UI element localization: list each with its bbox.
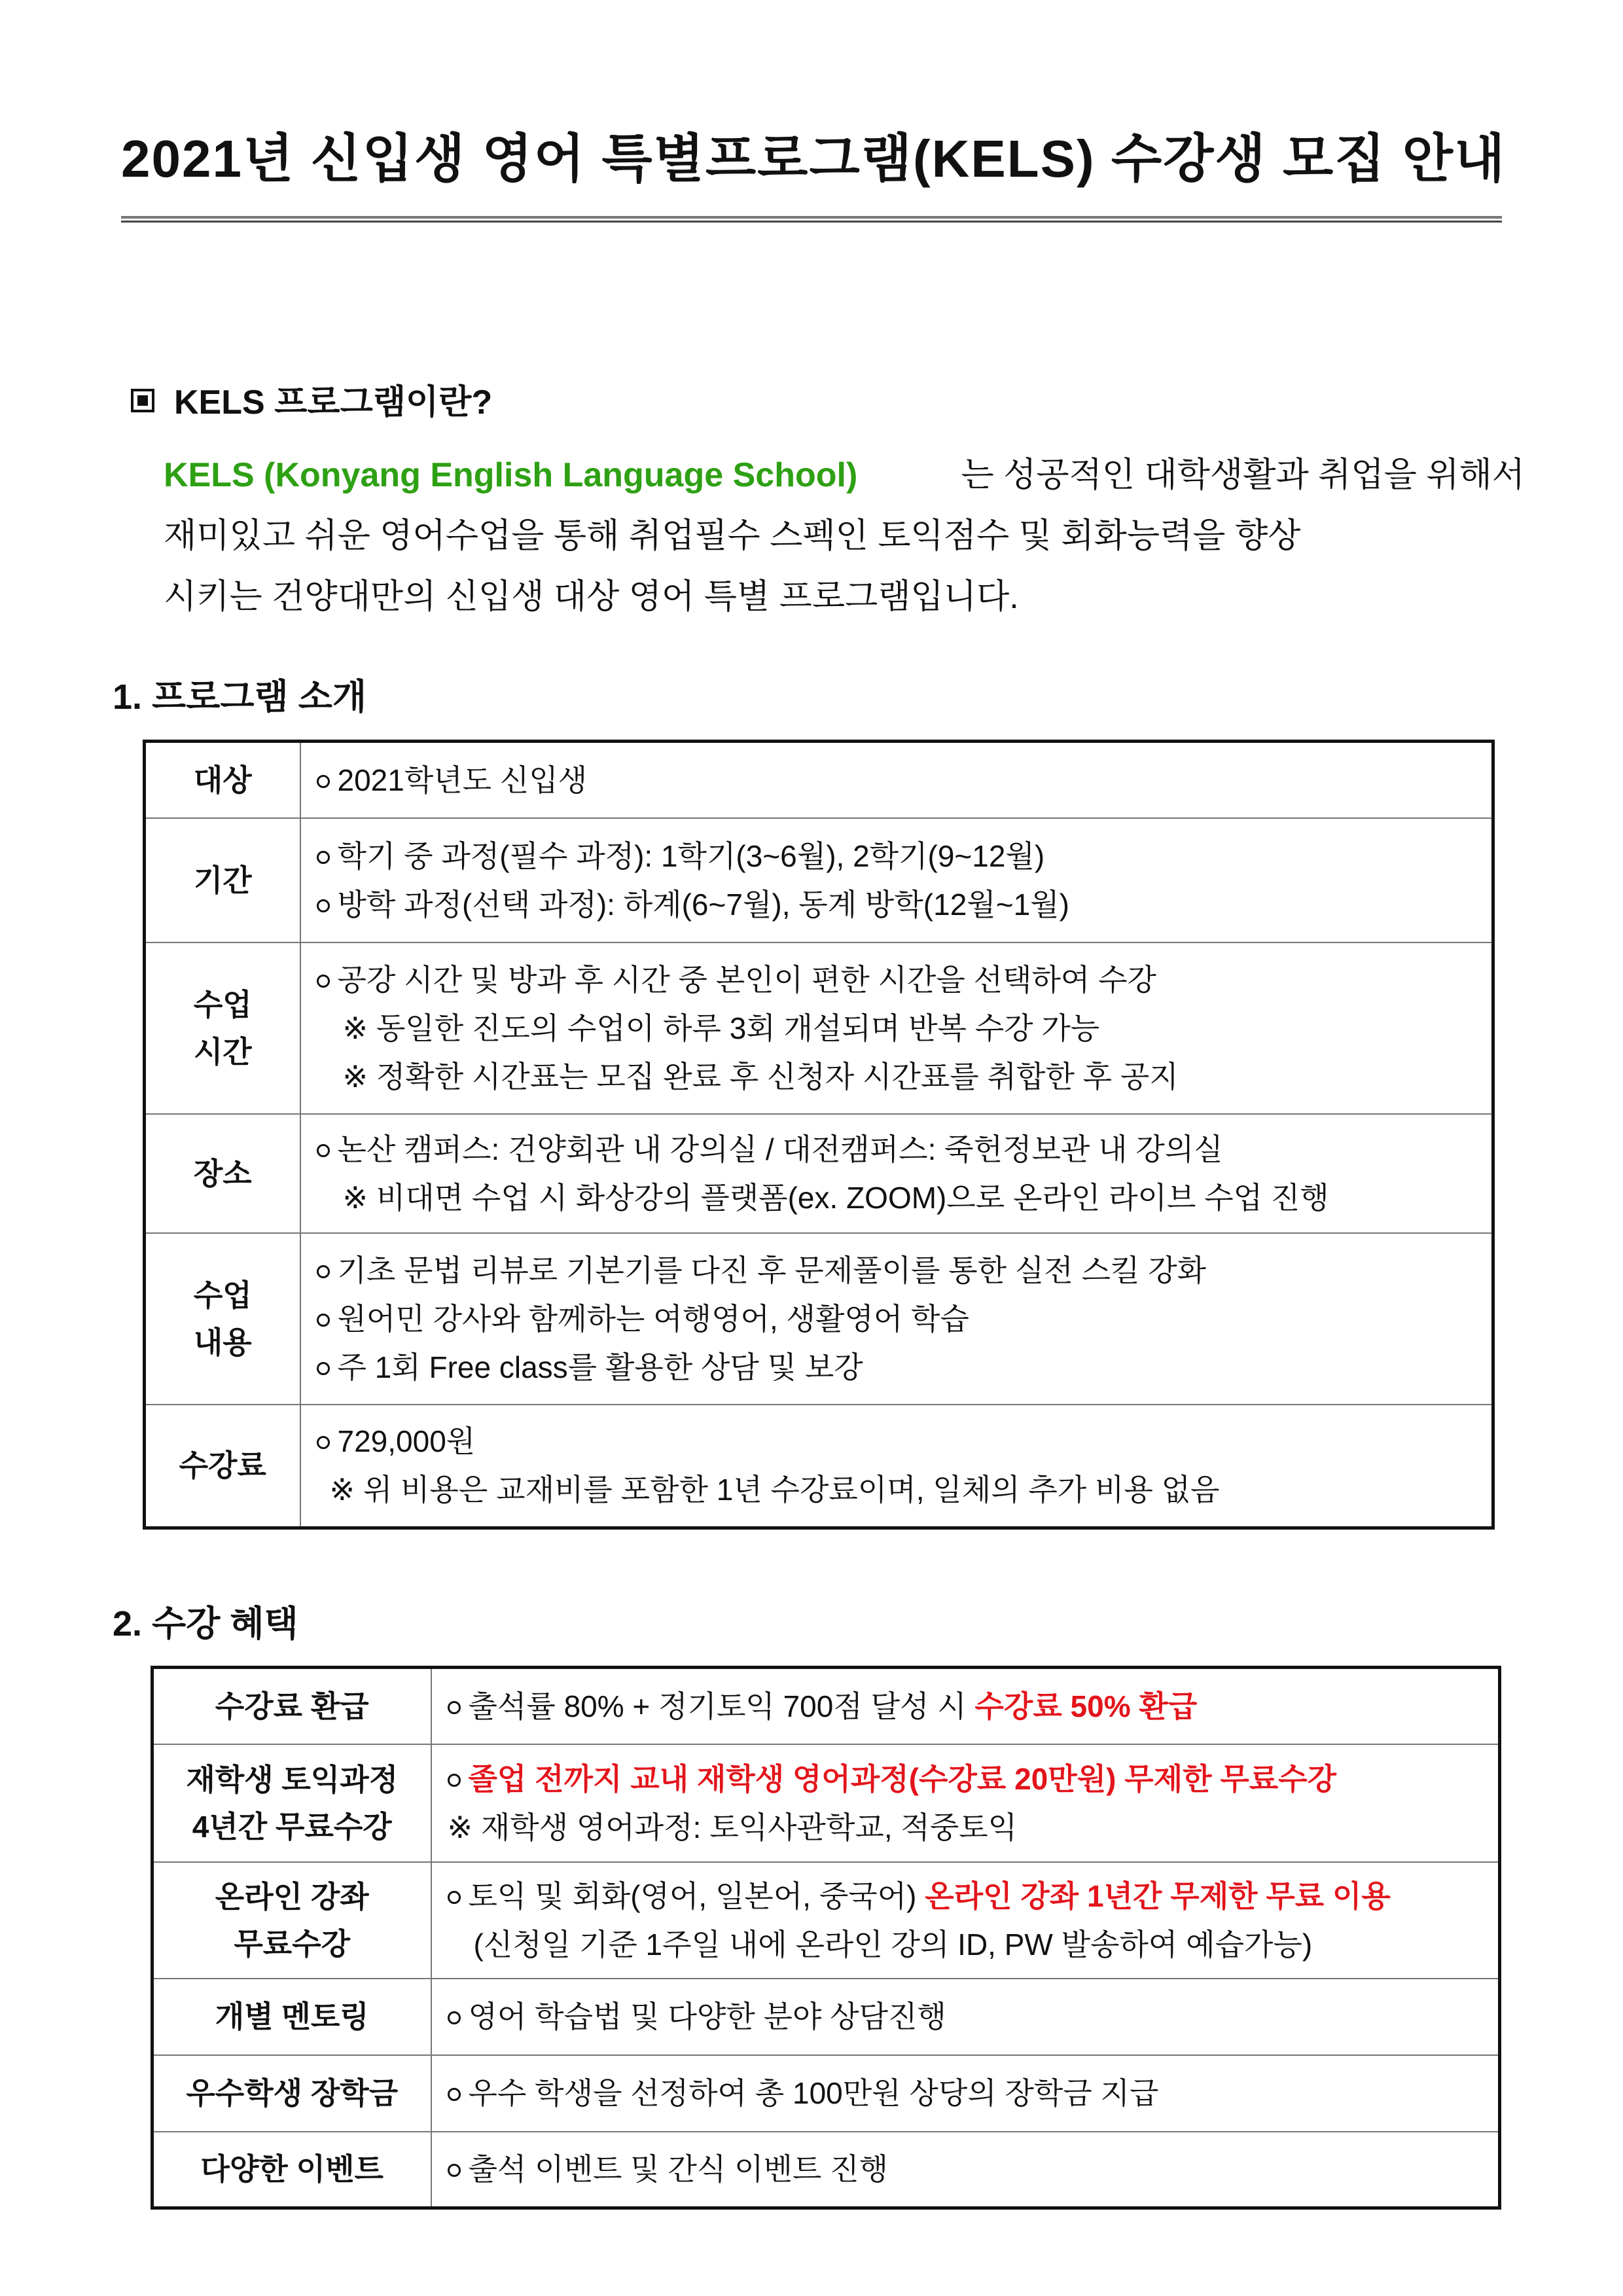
content-item [317, 1125, 1492, 1174]
label-line: 우수학생 장학금 [186, 2076, 399, 2110]
label-line: 4년간 무료수강 [192, 1809, 392, 1844]
circle-bullet-icon [448, 1701, 461, 1714]
about-heading [131, 374, 492, 423]
benefit-item [448, 1992, 1499, 2041]
content-item [317, 1343, 1492, 1391]
about-line [164, 567, 1525, 628]
intro-row-content [300, 942, 1493, 1114]
program-intro-table [143, 740, 1495, 1530]
content-item-text: 2021학년도 신입생 [337, 762, 588, 797]
content-item-text: 729,000원 [337, 1424, 476, 1459]
intro-row-label [145, 742, 300, 818]
label-line: 개별 멘토링 [215, 2000, 369, 2034]
content-item [317, 880, 1492, 929]
page-title: 2021년 신입생 영어 특별프로그램(KELS) 수강생 모집 안내 [121, 130, 1507, 188]
benefit-text: 토익 및 회화(영어, 일본어, 중국어) [468, 1878, 925, 1913]
intro-row [145, 742, 1493, 818]
benefit-content [431, 1862, 1500, 1979]
intro-row [145, 1405, 1493, 1528]
intro-row-content [300, 1233, 1493, 1405]
benefit-item [448, 1682, 1499, 1731]
intro-row [145, 1233, 1493, 1405]
circle-bullet-icon [317, 975, 330, 988]
about-heading-text: KELS 프로그램이란? [174, 384, 493, 422]
content-note: ※ 정확한 시간표는 모집 완료 후 신청자 시간표를 취합한 후 공지 [342, 1059, 1179, 1094]
benefit-row [152, 1979, 1500, 2055]
benefit-highlight: 수강료 50% 환급 [974, 1689, 1198, 1723]
section2-heading: 2. 수강 혜택 [113, 1604, 298, 1643]
intro-row-content [300, 1114, 1493, 1233]
circle-bullet-icon [317, 851, 330, 864]
square-bullet-icon [131, 389, 154, 412]
about-line [164, 506, 1525, 567]
circle-bullet-icon [448, 1891, 461, 1904]
benefit-text: 영어 학습법 및 다양한 분야 상담진행 [468, 2000, 946, 2034]
benefit-highlight: 졸업 전까지 교내 재학생 영어과정(수강료 20만원) 무제한 무료수강 [468, 1761, 1337, 1796]
about-body [164, 445, 1525, 628]
kels-full-name: KELS (Konyang English Language School) [164, 456, 858, 494]
benefit-item [448, 2145, 1499, 2193]
about-line [164, 445, 1525, 506]
content-item-text: 원어민 강사와 함께하는 여행영어, 생활영어 학습 [337, 1301, 969, 1336]
content-item-text: 학기 중 과정(필수 과정): 1학기(3~6월), 2학기(9~12월) [337, 838, 1045, 873]
circle-bullet-icon [317, 899, 330, 912]
benefit-note: (신청일 기준 1주일 내에 온라인 강의 ID, PW 발송하여 예습가능) [473, 1927, 1313, 1962]
label-line: 대상 [193, 762, 252, 797]
circle-bullet-icon [448, 2088, 461, 2101]
intro-row [145, 818, 1493, 942]
benefit-item [448, 1755, 1499, 1803]
label-line: 시간 [193, 1034, 252, 1069]
benefit-item [448, 2069, 1499, 2117]
benefit-row [152, 1862, 1500, 1979]
benefit-content [431, 1979, 1500, 2055]
section1-heading: 1. 프로그램 소개 [113, 677, 367, 717]
content-item [317, 956, 1492, 1004]
label-line: 수업 [193, 987, 252, 1022]
intro-row-label [145, 1114, 300, 1233]
circle-bullet-icon [317, 1436, 330, 1449]
label-line: 수강료 환급 [215, 1689, 369, 1723]
about-line-text: 시키는 건양대만의 신입생 대상 영어 특별 프로그램입니다. [164, 578, 1019, 616]
benefit-content [431, 1668, 1500, 1744]
circle-bullet-icon [317, 1362, 330, 1375]
benefit-label [152, 1979, 431, 2055]
benefit-row [152, 1668, 1500, 1744]
label-line: 기간 [193, 863, 252, 897]
intro-row-label [145, 1233, 300, 1405]
content-item-text: 기초 문법 리뷰로 기본기를 다진 후 문제풀이를 통한 실전 스킬 강화 [337, 1253, 1207, 1287]
benefit-content [431, 2132, 1500, 2208]
benefit-note: ※ 재학생 영어과정: 토익사관학교, 적중토익 [447, 1810, 1018, 1844]
benefit-content [431, 2055, 1500, 2132]
label-line: 장소 [193, 1156, 252, 1191]
content-item [317, 1295, 1492, 1343]
benefit-text: 출석 이벤트 및 간식 이벤트 진행 [468, 2152, 889, 2187]
circle-bullet-icon [317, 1314, 330, 1327]
benefit-row [152, 1744, 1500, 1862]
circle-bullet-icon [448, 2164, 461, 2177]
benefit-row [152, 2055, 1500, 2132]
benefit-highlight: 온라인 강좌 1년간 무제한 무료 이용 [925, 1878, 1391, 1913]
intro-row [145, 942, 1493, 1114]
benefit-label [152, 2055, 431, 2132]
benefit-text: 출석률 80% + 정기토익 700점 달성 시 [468, 1689, 975, 1723]
content-item-text: 방학 과정(선택 과정): 하계(6~7월), 동계 방학(12월~1월) [337, 887, 1069, 922]
benefits-table [151, 1666, 1501, 2210]
label-line: 다양한 이벤트 [200, 2152, 383, 2187]
content-item [317, 756, 1492, 804]
content-item-text: 논산 캠퍼스: 건양회관 내 강의실 / 대전캠퍼스: 죽헌정보관 내 강의실 [337, 1132, 1223, 1166]
about-line-text: 는 성공적인 대학생활과 취업을 위해서 [961, 456, 1525, 494]
intro-row-label [145, 1405, 300, 1528]
about-line-text: 재미있고 쉬운 영어수업을 통해 취업필수 스펙인 토익점수 및 회화능력을 향상 [164, 517, 1301, 555]
intro-row [145, 1114, 1493, 1233]
benefit-item [448, 1872, 1499, 1920]
content-item [317, 1417, 1492, 1465]
circle-bullet-icon [448, 1774, 461, 1787]
circle-bullet-icon [317, 1144, 330, 1157]
benefit-row [152, 2132, 1500, 2208]
label-line: 수강료 [179, 1448, 266, 1483]
content-item-text: 주 1회 Free class를 활용한 상담 및 보강 [337, 1350, 863, 1384]
label-line: 온라인 강좌 [215, 1879, 369, 1914]
intro-row-content [300, 742, 1493, 818]
circle-bullet-icon [317, 775, 330, 788]
intro-row-content [300, 818, 1493, 942]
label-line: 무료수강 [234, 1926, 351, 1961]
content-item-text: 공강 시간 및 방과 후 시간 중 본인이 편한 시간을 선택하여 수강 [337, 962, 1156, 997]
circle-bullet-icon [448, 2011, 461, 2024]
content-note: ※ 비대면 수업 시 화상강의 플랫폼(ex. ZOOM)으로 온라인 라이브 수업 진행 [342, 1180, 1329, 1215]
label-line: 내용 [193, 1325, 252, 1359]
benefit-content [431, 1744, 1500, 1862]
intro-row-content [300, 1405, 1493, 1528]
title-divider [121, 216, 1502, 223]
label-line: 수업 [193, 1278, 252, 1312]
intro-row-label [145, 818, 300, 942]
label-line: 재학생 토익과정 [186, 1762, 399, 1797]
circle-bullet-icon [317, 1265, 330, 1278]
benefit-label [152, 1668, 431, 1744]
intro-row-label [145, 942, 300, 1114]
content-item [317, 1246, 1492, 1295]
benefit-text: 우수 학생을 선정하여 총 100만원 상당의 장학금 지급 [468, 2076, 1159, 2110]
benefit-label [152, 2132, 431, 2208]
content-item [317, 832, 1492, 880]
content-note: ※ 위 비용은 교재비를 포함한 1년 수강료이며, 일체의 추가 비용 없음 [329, 1473, 1220, 1507]
benefit-label [152, 1744, 431, 1862]
benefit-label [152, 1862, 431, 1979]
content-note: ※ 동일한 진도의 수업이 하루 3회 개설되며 반복 수강 가능 [342, 1011, 1100, 1045]
